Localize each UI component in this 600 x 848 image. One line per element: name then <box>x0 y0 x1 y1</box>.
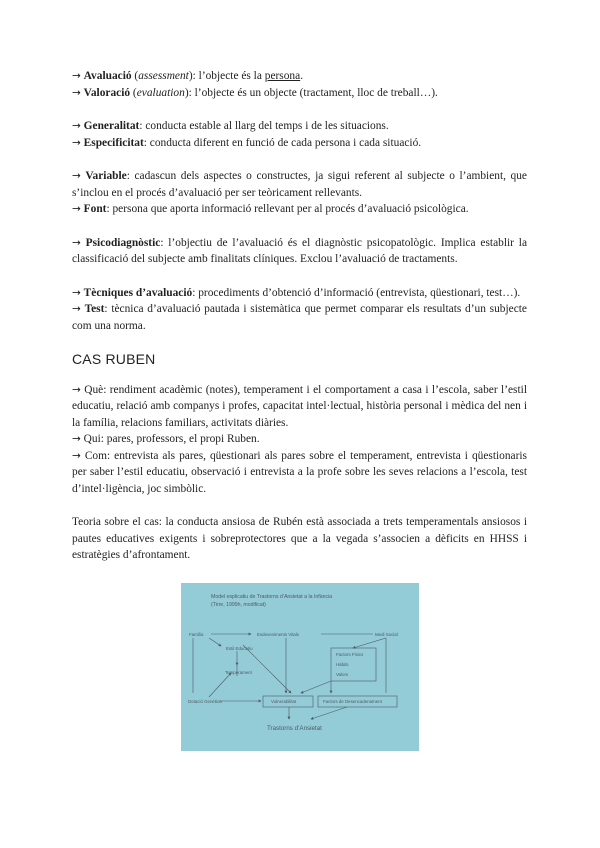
def-test: → Test: tècnica d’avaluació pautada i sistemàtica que permet comparar els resultats d’un subjecte com una norma. <box>72 303 527 332</box>
arrow-icon: → <box>72 303 81 315</box>
def-psicodiagnostic: → Psicodiagnòstic: l’objectiu de l’avaluació és el diagnòstic psicopatològic. Implica establir la classificació del subjecte amb finalitats clíniques. Exclou l’avaluació de tractaments. <box>72 236 527 265</box>
cas-qui: → Qui: pares, professors, el propi Ruben. <box>72 433 260 445</box>
def-avaluacio: → Avaluació (assessment): l’objecte és la persona. <box>72 70 304 82</box>
cas-teoria: Teoria sobre el cas: la conducta ansiosa de Rubén està associada a trets temperamentals ansiosos i pautes educatives exigents i sobreprotectores que a la vegada s’associen a dèficits en HHSS i estratègies d’afrontament. <box>72 516 527 561</box>
node-estil-educatiu: Estil Educatiu <box>226 646 253 651</box>
anxiety-model-figure <box>181 583 419 751</box>
arrow-icon: → <box>72 433 81 445</box>
node-vulnerabilitat: Vulnerabilitat <box>271 699 297 704</box>
def-tecniques: → Tècniques d’avaluació: procediments d’obtenció d’informació (entrevista, qüestionari, test…). <box>72 286 521 299</box>
arrow-icon: → <box>72 136 81 149</box>
section-title: CAS RUBEN <box>72 351 156 367</box>
figure-subtitle: (Tirre, 1999h, modificat) <box>211 602 266 608</box>
arrow-icon: → <box>72 70 81 82</box>
def-especificitat: → Especificitat: conducta diferent en funció de cada persona i cada situació. <box>72 136 422 149</box>
arrow-icon: → <box>72 170 81 182</box>
node-factors-fisics: Factors Físics <box>336 652 364 657</box>
arrow-icon: → <box>72 86 81 99</box>
arrow-icon: → <box>72 203 81 215</box>
node-medi-social: Medi Social <box>375 632 398 637</box>
arrow-icon: → <box>72 286 81 299</box>
arrow-icon: → <box>72 449 81 462</box>
node-factors-desencadenament: Factors de Desencadenament <box>323 699 382 704</box>
cas-que: → Què: rendiment acadèmic (notes), temperament i el comportament a casa i l’escola, saber l’estil educatiu, relació amb companys i profes, capacitat intel·lectual, història personal i mèdica del nen i la família, relacions familiars, activitats diàries. <box>72 383 527 429</box>
def-generalitat: → Generalitat: conducta estable al llarg del temps i de les situacions. <box>72 120 389 132</box>
def-font: → Font: persona que aporta informació rellevant per al procés d’avaluació psicològica. <box>72 203 469 215</box>
document-body <box>72 68 527 564</box>
node-trastorns: Trastorns d’Ansietat <box>267 725 322 732</box>
arrow-icon: → <box>72 236 81 249</box>
node-habits: Hàbits <box>336 662 349 667</box>
arrow-icon: → <box>72 120 81 132</box>
anxiety-model-diagram <box>181 583 419 751</box>
def-valoracio: → Valoració (evaluation): l’objecte és un objecte (tractament, lloc de treball…). <box>72 86 438 99</box>
node-valors: Valors <box>336 672 349 677</box>
def-variable: → Variable: cadascun dels aspectes o constructes, ja sigui referent al subjecte o l’ambient, que s’inclou en el procés d’avaluació per ser teòricament rellevants. <box>72 170 527 199</box>
node-dotacio-genetica: Dotació Genètica <box>188 699 222 704</box>
figure-title: Model explicatiu de Trastorns d’Ansietat a la Infància <box>211 594 333 600</box>
arrow-icon: → <box>72 383 81 396</box>
node-familia: Família <box>189 632 204 637</box>
node-esdeveniments: Esdeveniments Vitals <box>257 632 299 637</box>
diagram-connectors <box>193 634 386 719</box>
node-temperament: Temperament <box>225 670 252 675</box>
cas-com: → Com: entrevista als pares, qüestionari als pares sobre el temperament, entrevista i qüestionaris per saber l’estil educatiu, observació i entrevista a la profe sobre les seves relacions a l’escola, test d’intel·ligència, joc simbòlic. <box>72 449 527 495</box>
